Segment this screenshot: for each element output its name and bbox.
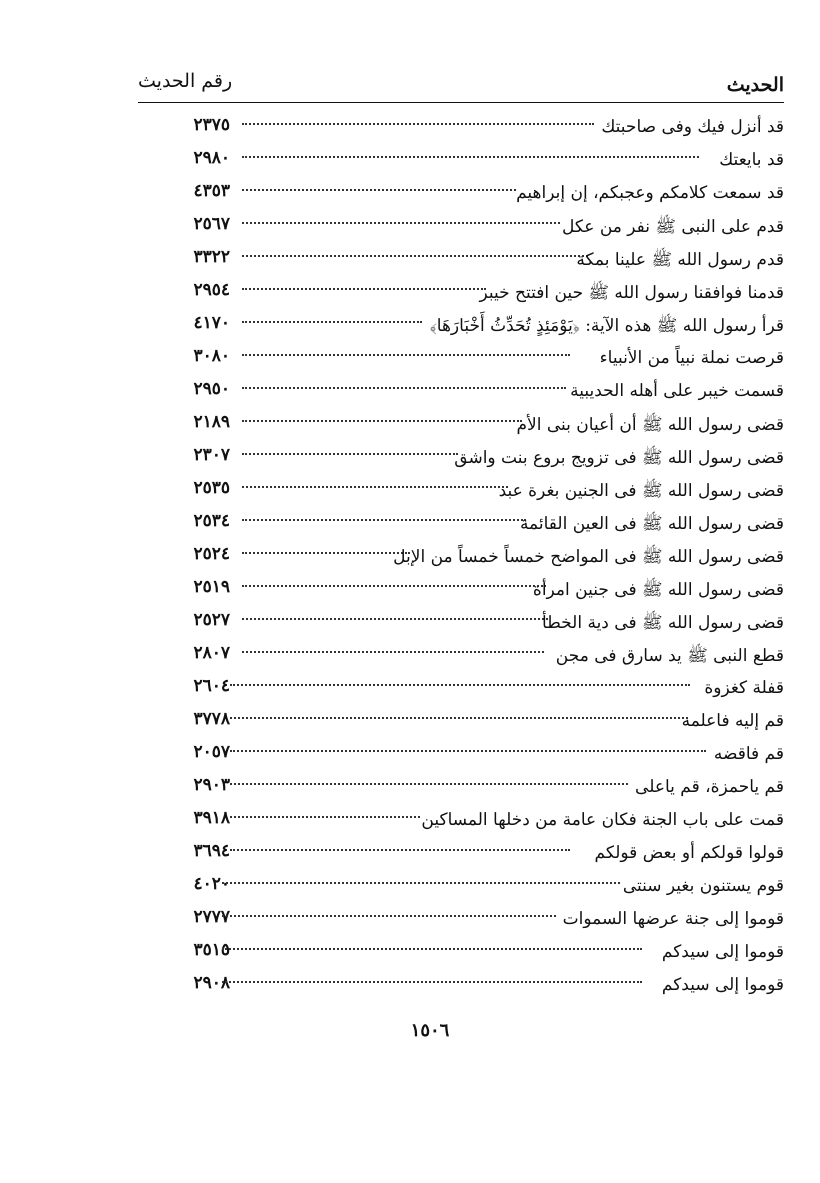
leader-dots — [242, 354, 570, 356]
hadith-number: ٢٩٠٣ — [193, 775, 230, 795]
leader-dots — [242, 255, 588, 257]
list-item — [160, 973, 784, 1013]
hadith-text: قرأ رسول الله ﷺ هذه الآية: ﴿يَوْمَئِذٍ تُحَدِّثُ أَخْبَارَهَا﴾ — [429, 316, 784, 336]
hadith-text: قد سمعت كلامكم وعجبكم، إن إبراهيم — [516, 183, 784, 203]
hadith-text: قضى رسول الله ﷺ فى تزويج بروع بنت واشق — [454, 448, 784, 468]
hadith-number: ٢٥١٩ — [193, 577, 230, 597]
hadith-text: قم ياحمزة، قم ياعلى — [635, 777, 784, 797]
leader-dots — [242, 222, 560, 224]
column-heading-hadith: الحديث — [726, 74, 784, 96]
hadith-number: ٤١٧٠ — [193, 313, 230, 333]
leader-dots — [222, 915, 556, 917]
hadith-text: قوم يستنون بغير سنتى — [622, 876, 784, 896]
hadith-number: ٣٣٢٢ — [193, 247, 230, 267]
hadith-text: قضى رسول الله ﷺ فى دية الخطأ — [542, 613, 784, 633]
hadith-text: قم فاقضه — [713, 744, 784, 764]
leader-dots — [230, 717, 688, 719]
list-item — [160, 709, 784, 749]
hadith-text: قطع النبى ﷺ يد سارق فى مجن — [555, 646, 784, 666]
hadith-text: قدم رسول الله ﷺ علينا بمكة — [576, 250, 784, 270]
hadith-text: قضى رسول الله ﷺ أن أعيان بنى الأم — [516, 415, 784, 435]
hadith-text: قضى رسول الله ﷺ فى العين القائمة — [519, 514, 784, 534]
leader-dots — [242, 123, 594, 125]
leader-dots — [242, 519, 526, 521]
leader-dots — [242, 420, 522, 422]
hadith-number: ٢٩٨٠ — [193, 148, 230, 168]
hadith-number: ٢٩٥٤ — [193, 280, 230, 300]
leader-dots — [230, 816, 420, 818]
leader-dots — [230, 750, 706, 752]
hadith-number: ٣٥١٥ — [193, 940, 230, 960]
hadith-number: ٣٧٧٨ — [193, 709, 230, 729]
hadith-text: قدمنا فوافقنا رسول الله ﷺ حين افتتح خيبر — [479, 283, 784, 303]
hadith-number: ٢٥٢٤ — [193, 544, 230, 564]
hadith-number: ٢٣٧٥ — [193, 115, 230, 135]
page-number: ١٥٠٦ — [410, 1020, 450, 1041]
hadith-number: ٣٦٩٤ — [193, 841, 230, 861]
hadith-number: ٣٩١٨ — [193, 808, 230, 828]
leader-dots — [222, 882, 620, 884]
leader-dots — [242, 552, 410, 554]
leader-dots — [242, 321, 422, 323]
hadith-number: ٢٣٠٧ — [193, 445, 230, 465]
leader-dots — [242, 585, 546, 587]
hadith-text: قد بايعتك — [719, 150, 784, 170]
leader-dots — [242, 618, 548, 620]
hadith-number: ٣٠٨٠ — [193, 346, 230, 366]
leader-dots — [230, 684, 690, 686]
hadith-number: ٢٨٠٧ — [193, 643, 230, 663]
hadith-text: قوموا إلى سيدكم — [661, 975, 784, 995]
hadith-text: قسمت خيبر على أهله الحديبية — [570, 381, 784, 401]
hadith-text: قولوا قولكم أو بعض قولكم — [594, 843, 784, 863]
hadith-number: ٢٥٢٧ — [193, 610, 230, 630]
hadith-text: قضى رسول الله ﷺ فى الجنين بغرة عبد — [498, 481, 784, 501]
list-item — [160, 643, 784, 683]
hadith-text: قم إليه فاعلمه — [681, 711, 784, 731]
leader-dots — [242, 156, 699, 158]
hadith-text: قضى رسول الله ﷺ فى جنين امرأة — [532, 580, 784, 600]
hadith-text: قرصت نملة نبياً من الأنبياء — [599, 348, 784, 368]
hadith-number: ٢٥٣٥ — [193, 478, 230, 498]
hadith-number: ٢٩٥٠ — [193, 379, 230, 399]
hadith-text: قد أنزل فيك وفى صاحبتك — [601, 117, 784, 137]
hadith-text: قوموا إلى جنة عرضها السموات — [562, 909, 784, 929]
hadith-number: ٢٦٠٤ — [193, 676, 230, 696]
column-heading-number: رقم الحديث — [138, 70, 233, 92]
hadith-text: قوموا إلى سيدكم — [661, 942, 784, 962]
leader-dots — [230, 849, 570, 851]
hadith-number: ٢٥٦٧ — [193, 214, 230, 234]
leader-dots — [242, 453, 458, 455]
hadith-text: قضى رسول الله ﷺ فى المواضح خمساً خمساً من الإبل — [393, 547, 784, 567]
leader-dots — [222, 948, 642, 950]
hadith-number: ٢٩٠٨ — [193, 973, 230, 993]
leader-dots — [222, 981, 642, 983]
leader-dots — [230, 783, 628, 785]
hadith-number: ٤٠٢٠ — [193, 874, 230, 894]
leader-dots — [242, 486, 508, 488]
hadith-number: ٢٧٧٧ — [193, 907, 230, 927]
list-item — [160, 115, 784, 155]
hadith-number: ٤٣٥٣ — [193, 181, 230, 201]
hadith-text: قمت على باب الجنة فكان عامة من دخلها المساكين — [421, 810, 784, 830]
hadith-text: قدم على النبى ﷺ نفر من عكل — [562, 217, 784, 237]
leader-dots — [242, 387, 566, 389]
leader-dots — [242, 651, 544, 653]
leader-dots — [242, 189, 516, 191]
hadith-number: ٢١٨٩ — [193, 412, 230, 432]
leader-dots — [242, 288, 486, 290]
hadith-text: قفلة كغزوة — [704, 678, 784, 698]
hadith-number: ٢٥٣٤ — [193, 511, 230, 531]
hadith-number: ٢٠٥٧ — [193, 742, 230, 762]
